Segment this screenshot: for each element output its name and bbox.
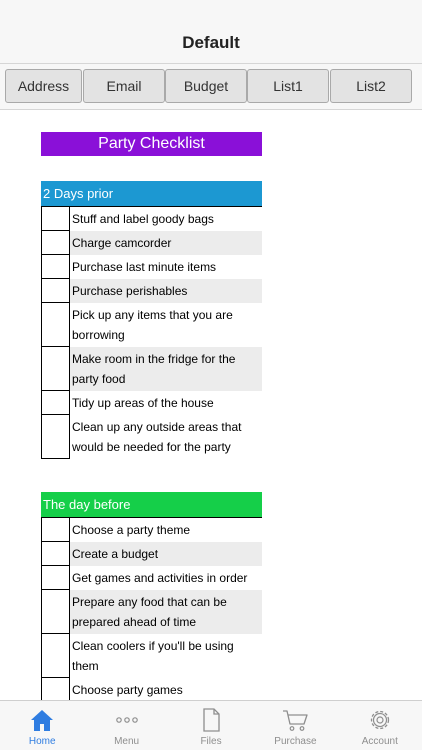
gear-icon <box>367 706 393 734</box>
checklist-row <box>41 279 262 303</box>
segment-list2[interactable]: List2 <box>330 69 412 103</box>
checkbox[interactable] <box>41 590 70 634</box>
checkbox[interactable] <box>41 678 70 700</box>
checkbox[interactable] <box>41 566 70 590</box>
tab-home[interactable] <box>0 701 84 750</box>
checklist-row <box>41 207 262 231</box>
checklist-item-text: Tidy up areas of the house <box>72 396 214 410</box>
checklist-item-text: Charge camcorder <box>70 231 262 255</box>
tab-purchase[interactable] <box>253 701 337 750</box>
checklist-row <box>41 542 262 566</box>
section-the-day-before <box>41 492 262 700</box>
checklist-row <box>41 255 262 279</box>
checklist-item-text: Clean up any outside areas that would be needed for the party <box>72 420 242 454</box>
tab-label: Home <box>28 736 56 747</box>
checklist-row <box>41 231 262 255</box>
segment-budget[interactable]: Budget <box>165 69 247 103</box>
tab-bar <box>0 700 422 750</box>
house-icon <box>29 706 55 734</box>
checkbox[interactable] <box>41 391 70 415</box>
segment-email[interactable]: Email <box>83 69 165 103</box>
tab-label: Menu <box>114 736 140 747</box>
checkbox[interactable] <box>41 415 70 459</box>
ellipsis-icon <box>114 706 140 734</box>
checkbox[interactable] <box>41 231 70 255</box>
tab-menu[interactable] <box>84 701 168 750</box>
section-header: 2 Days prior <box>41 181 262 206</box>
checkbox[interactable] <box>41 518 70 542</box>
tab-label: Account <box>361 736 398 747</box>
checklist-row <box>41 415 262 459</box>
checklist-row <box>41 590 262 634</box>
section-2-days-prior <box>41 181 262 459</box>
checkbox[interactable] <box>41 255 70 279</box>
checklist-item-text: Stuff and label goody bags <box>72 212 214 226</box>
checklist-item-text: Purchase last minute items <box>72 260 217 274</box>
checkbox[interactable] <box>41 303 70 347</box>
segment-list1[interactable]: List1 <box>247 69 329 103</box>
checklist-item-text: Pick up any items that you are borrowing <box>72 308 233 342</box>
document-icon <box>198 706 224 734</box>
checklist-items <box>41 206 262 459</box>
checklist-item-text: Prepare any food that can be prepared ahead of time <box>70 590 262 634</box>
checklist-row <box>41 303 262 347</box>
page-title: Default <box>182 33 240 52</box>
checklist-item-text: Clean coolers if you'll be using them <box>72 639 234 673</box>
tab-label: Purchase <box>274 736 317 747</box>
section-header: The day before <box>41 492 262 517</box>
checklist-row <box>41 634 262 678</box>
navigation-bar <box>0 0 422 64</box>
checklist-item-text: Get games and activities in order <box>72 571 248 585</box>
tab-label: Files <box>200 736 222 747</box>
checkbox[interactable] <box>41 207 70 231</box>
checklist-item-text: Choose party games <box>72 683 183 697</box>
checklist-item-text: Choose a party theme <box>72 523 191 537</box>
checklist-row <box>41 678 262 700</box>
segment-control <box>0 64 422 110</box>
tab-account[interactable] <box>338 701 422 750</box>
checklist-item-text: Purchase perishables <box>70 279 262 303</box>
checkbox[interactable] <box>41 347 70 391</box>
checklist-items <box>41 517 262 700</box>
tab-files[interactable] <box>169 701 253 750</box>
checklist-item-text: Make room in the fridge for the party food <box>70 347 262 391</box>
segment-address[interactable]: Address <box>5 69 82 103</box>
checklist-row <box>41 391 262 415</box>
checklist-scroll-area[interactable] <box>0 111 422 700</box>
checklist-title: Party Checklist <box>41 132 262 156</box>
checklist-item-text: Create a budget <box>70 542 262 566</box>
checkbox[interactable] <box>41 634 70 678</box>
checklist-row <box>41 347 262 391</box>
checkbox[interactable] <box>41 279 70 303</box>
cart-icon <box>281 706 309 734</box>
checklist-row <box>41 566 262 590</box>
checkbox[interactable] <box>41 542 70 566</box>
checklist-row <box>41 518 262 542</box>
